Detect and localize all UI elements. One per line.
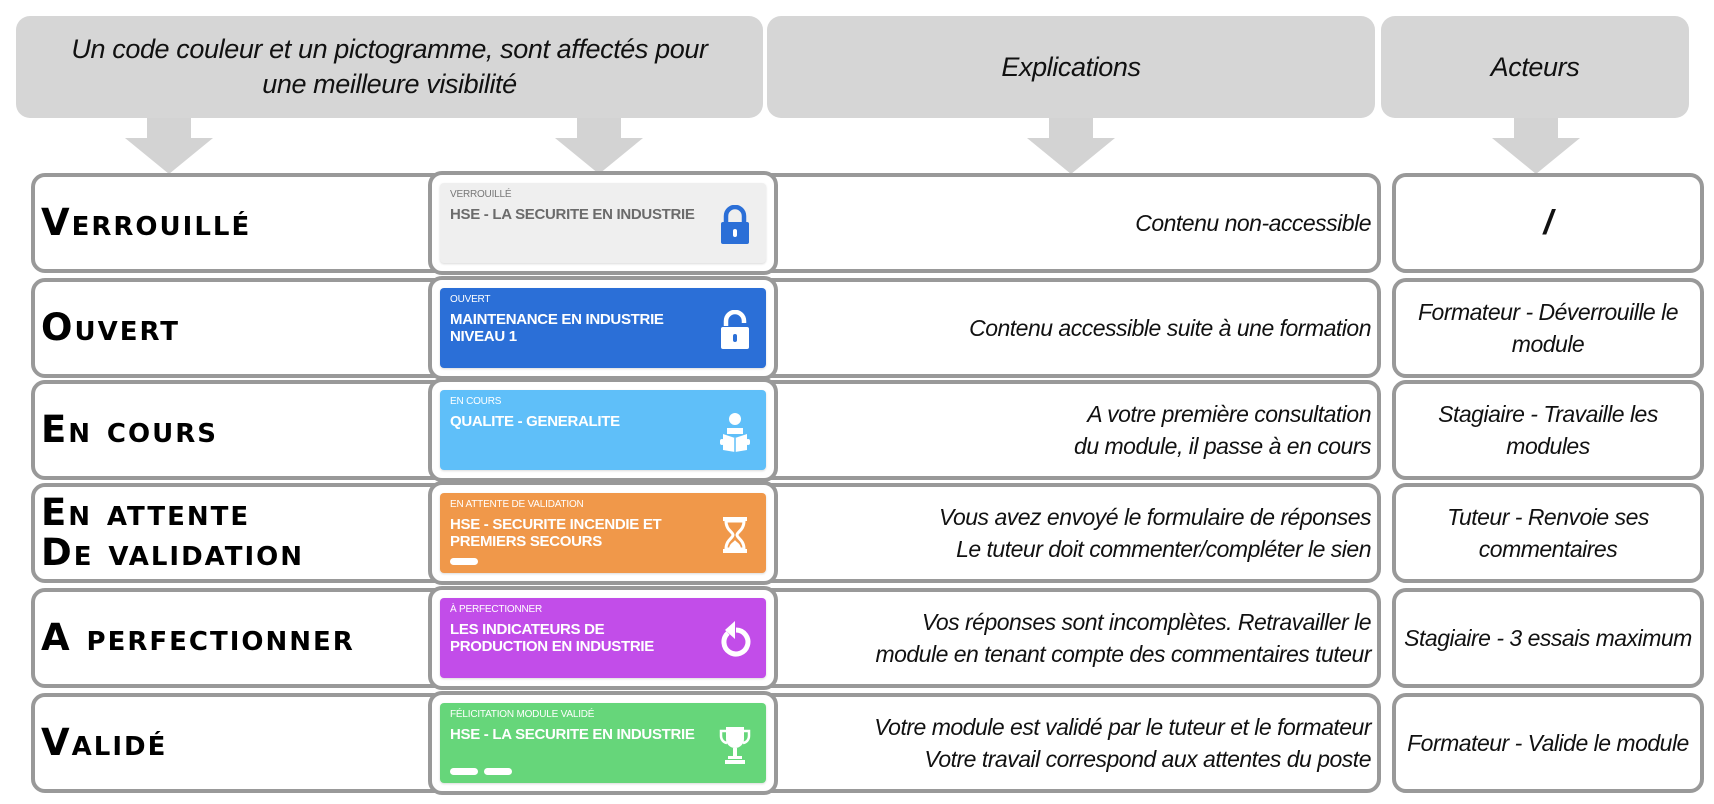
arrow-down-icon bbox=[555, 118, 643, 172]
card-title: HSE - LA SECURITE EN INDUSTRIE bbox=[450, 726, 695, 743]
status-row bbox=[31, 278, 1381, 378]
explanation bbox=[1135, 177, 1371, 269]
actor-cell bbox=[1392, 588, 1704, 688]
explanation-line: Vos réponses sont incomplètes. Retravailler le bbox=[921, 609, 1371, 635]
module-card bbox=[440, 183, 766, 263]
header-explanations bbox=[767, 16, 1375, 118]
module-card bbox=[440, 703, 766, 783]
header-actors bbox=[1381, 16, 1689, 118]
status-label-line: De validation bbox=[41, 531, 305, 574]
actor-text: / bbox=[1543, 204, 1553, 242]
card-title: LES INDICATEURS DE PRODUCTION EN INDUSTRIE bbox=[450, 621, 654, 655]
status-row bbox=[31, 380, 1381, 480]
arrow-down-icon bbox=[1492, 118, 1580, 172]
actor-text: Tuteur - Renvoie ses commentaires bbox=[1447, 504, 1649, 562]
module-card bbox=[440, 493, 766, 573]
module-card-frame bbox=[428, 171, 778, 275]
actor-cell bbox=[1392, 278, 1704, 378]
explanation-line: Le tuteur doit commenter/compléter le sien bbox=[956, 536, 1371, 562]
status-label bbox=[41, 592, 355, 684]
explanation bbox=[939, 487, 1371, 579]
reader-icon bbox=[718, 412, 752, 452]
header-visual bbox=[16, 16, 763, 118]
card-title: MAINTENANCE EN INDUSTRIE NIVEAU 1 bbox=[450, 311, 664, 345]
card-status: EN ATTENTE DE VALIDATION bbox=[450, 499, 584, 510]
actor-cell bbox=[1392, 483, 1704, 583]
card-title: HSE - SECURITE INCENDIE ET PREMIERS SECOURS bbox=[450, 516, 662, 550]
actor-text: Formateur - Déverrouille le module bbox=[1417, 299, 1679, 357]
module-card bbox=[440, 288, 766, 368]
explanation bbox=[874, 697, 1371, 789]
status-row bbox=[31, 483, 1381, 583]
status-label bbox=[41, 177, 251, 269]
explanation-line: A votre première consultation bbox=[1087, 401, 1371, 427]
status-label-line: En cours bbox=[41, 408, 218, 451]
status-label-line: Ouvert bbox=[41, 306, 181, 349]
status-label-line: Verrouillé bbox=[41, 201, 252, 244]
status-label bbox=[41, 282, 180, 374]
actor-text: Formateur - Valide le module bbox=[1407, 730, 1689, 756]
unlock-icon bbox=[718, 310, 752, 350]
status-row bbox=[31, 173, 1381, 273]
explanation-line: Contenu accessible suite à une formation bbox=[969, 315, 1371, 341]
progress-dash bbox=[450, 558, 478, 565]
explanation-line: Contenu non-accessible bbox=[1135, 210, 1371, 236]
arrow-down-icon bbox=[1027, 118, 1115, 172]
status-row bbox=[31, 693, 1381, 793]
module-card-frame bbox=[428, 691, 778, 795]
explanation bbox=[969, 282, 1371, 374]
lock-icon bbox=[718, 205, 752, 245]
explanation-line: Votre module est validé par le tuteur et le formateur bbox=[874, 714, 1371, 740]
header-visual-text: Un code couleur et un pictogramme, sont affectés pour une meilleure visibilité bbox=[71, 34, 708, 99]
card-status: À PERFECTIONNER bbox=[450, 604, 543, 615]
explanation bbox=[1074, 384, 1371, 476]
card-title: QUALITE - GENERALITE bbox=[450, 413, 620, 430]
module-card-frame bbox=[428, 586, 778, 690]
status-label-line: En attente bbox=[41, 491, 251, 534]
explanation-line: Vous avez envoyé le formulaire de réponses bbox=[938, 504, 1371, 530]
card-status: FÉLICITATION MODULE VALIDÉ bbox=[450, 709, 595, 720]
progress-dash bbox=[450, 768, 478, 775]
card-status: VERROUILLÉ bbox=[450, 189, 512, 200]
module-card-frame bbox=[428, 378, 778, 482]
explanation-line: Votre travail correspond aux attentes du poste bbox=[924, 746, 1371, 772]
explanation-line: du module, il passe à en cours bbox=[1074, 433, 1371, 459]
status-label-line: Validé bbox=[41, 721, 168, 764]
progress-indicator bbox=[450, 768, 512, 775]
module-card bbox=[440, 390, 766, 470]
explanation bbox=[875, 592, 1371, 684]
status-row bbox=[31, 588, 1381, 688]
actor-cell bbox=[1392, 380, 1704, 480]
card-status: EN COURS bbox=[450, 396, 502, 407]
status-label bbox=[41, 697, 167, 789]
header-explanations-text: Explications bbox=[1001, 51, 1141, 82]
status-label bbox=[41, 384, 218, 476]
arrow-down-icon bbox=[125, 118, 213, 172]
hourglass-icon bbox=[718, 515, 752, 555]
status-label-line: A perfectionner bbox=[41, 616, 355, 659]
actor-cell bbox=[1392, 173, 1704, 273]
retry-icon bbox=[718, 620, 752, 660]
status-label bbox=[41, 487, 304, 579]
module-card-frame bbox=[428, 276, 778, 380]
card-title: HSE - LA SECURITE EN INDUSTRIE bbox=[450, 206, 695, 223]
module-card bbox=[440, 598, 766, 678]
progress-dash bbox=[484, 768, 512, 775]
progress-indicator bbox=[450, 558, 478, 565]
actor-cell bbox=[1392, 693, 1704, 793]
trophy-icon bbox=[718, 725, 752, 765]
actor-text: Stagiaire - Travaille les modules bbox=[1438, 401, 1658, 459]
actor-text: Stagiaire - 3 essais maximum bbox=[1404, 625, 1692, 651]
module-card-frame bbox=[428, 481, 778, 585]
explanation-line: module en tenant compte des commentaires tuteur bbox=[875, 641, 1371, 667]
header-actors-text: Acteurs bbox=[1490, 51, 1580, 82]
card-status: OUVERT bbox=[450, 294, 491, 305]
